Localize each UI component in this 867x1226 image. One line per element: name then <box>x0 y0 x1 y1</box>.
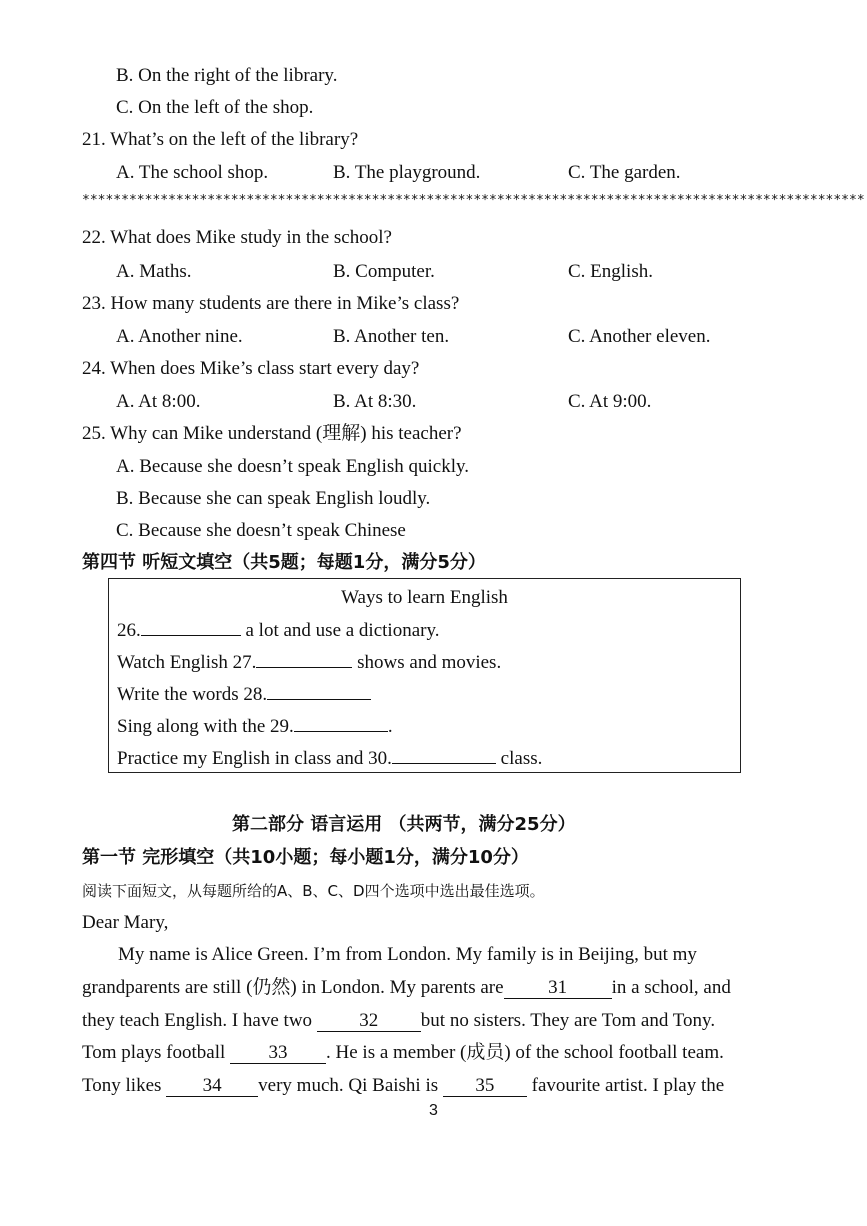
blank-29[interactable] <box>294 713 388 732</box>
item-28-label: Write the words 28. <box>117 684 268 705</box>
q24-option-a: A. At 8:00. <box>116 391 201 412</box>
blank-34[interactable]: 34 <box>166 1076 258 1097</box>
q25-option-a: A. Because she doesn’t speak English quickly. <box>116 456 470 477</box>
section4-heading: 第四节 听短文填空（共5题；每题1分，满分5分） <box>82 552 486 573</box>
page-number: 3 <box>429 1102 438 1119</box>
q23-option-c: C. Another eleven. <box>568 326 711 347</box>
q24-option-c: C. At 9:00. <box>568 391 652 412</box>
box-line-27 <box>117 649 501 675</box>
q22-option-a: A. Maths. <box>116 261 192 282</box>
q25-question: 25. Why can Mike understand (理解) his teacher? <box>82 423 462 444</box>
letter-line-2 <box>82 976 731 1000</box>
q23-option-b: B. Another ten. <box>333 326 450 347</box>
item-27-text: shows and movies. <box>357 652 502 673</box>
q20-option-b: B. On the right of the library. <box>116 65 338 86</box>
box-line-26 <box>117 617 439 643</box>
q22-option-c: C. English. <box>568 261 653 282</box>
q22-option-b: B. Computer. <box>333 261 435 282</box>
item-30-label: Practice my English in class and 30. <box>117 748 392 769</box>
letter-line-3-text-b: but no sisters. They are Tom and Tony. <box>420 1010 716 1031</box>
blank-35[interactable]: 35 <box>443 1076 527 1097</box>
blank-27[interactable] <box>256 649 352 668</box>
letter-greeting: Dear Mary, <box>82 912 169 933</box>
letter-line-4-text-b: . He is a member (成员) of the school football team. <box>326 1042 724 1063</box>
letter-line-2-text-b: in a school, and <box>611 977 731 998</box>
letter-line-2-text-a: grandparents are still (仍然) in London. My parents are <box>82 977 504 998</box>
cloze-instruction: 阅读下面短文，从每题所给的A、B、C、D四个选项中选出最佳选项。 <box>82 882 545 900</box>
q21-option-c: C. The garden. <box>568 162 681 183</box>
item-27-label: Watch English 27. <box>117 652 257 673</box>
blank-33[interactable]: 33 <box>230 1043 326 1064</box>
item-29-label: Sing along with the 29. <box>117 716 294 737</box>
box-title: Ways to learn English <box>341 587 508 608</box>
item-29-period: . <box>387 716 393 737</box>
item-26-text: a lot and use a dictionary. <box>245 620 440 641</box>
item-26-label: 26. <box>117 620 141 641</box>
fill-in-box <box>108 578 741 773</box>
q24-question: 24. When does Mike’s class start every day? <box>82 358 420 379</box>
blank-30[interactable] <box>392 745 496 764</box>
box-line-28 <box>117 681 371 707</box>
box-line-30 <box>117 745 542 771</box>
letter-line-5 <box>82 1074 724 1098</box>
q22-question: 22. What does Mike study in the school? <box>82 227 392 248</box>
star-separator: **************************************************************************************************** <box>82 193 865 208</box>
letter-line-3 <box>82 1009 715 1033</box>
q23-option-a: A. Another nine. <box>116 326 243 347</box>
letter-line-5-text-c: favourite artist. I play the <box>526 1075 725 1096</box>
q21-question: 21. What’s on the left of the library? <box>82 129 359 150</box>
letter-line-5-text-b: very much. Qi Baishi is <box>258 1075 443 1096</box>
letter-line-1: My name is Alice Green. I’m from London. My family is in Beijing, but my <box>118 944 697 965</box>
letter-line-4-text-a: Tom plays football <box>82 1042 231 1063</box>
blank-31[interactable]: 31 <box>504 978 612 999</box>
section1-heading: 第一节 完形填空（共10小题；每小题1分，满分10分） <box>82 847 529 868</box>
q25-option-c: C. Because she doesn’t speak Chinese <box>116 520 406 541</box>
blank-28[interactable] <box>267 681 371 700</box>
q25-option-b: B. Because she can speak English loudly. <box>116 488 431 509</box>
blank-32[interactable]: 32 <box>317 1011 421 1032</box>
q20-option-c: C. On the left of the shop. <box>116 97 314 118</box>
letter-line-4 <box>82 1041 724 1065</box>
letter-line-3-text-a: they teach English. I have two <box>82 1010 317 1031</box>
box-line-29 <box>117 713 393 739</box>
part2-heading: 第二部分 语言运用 （共两节，满分25分） <box>232 814 576 835</box>
q21-option-a: A. The school shop. <box>116 162 269 183</box>
q24-option-b: B. At 8:30. <box>333 391 417 412</box>
item-30-text: class. <box>500 748 543 769</box>
blank-26[interactable] <box>141 617 241 636</box>
q21-option-b: B. The playground. <box>333 162 481 183</box>
letter-line-5-text-a: Tony likes <box>82 1075 167 1096</box>
q23-question: 23. How many students are there in Mike’s class? <box>82 293 460 314</box>
